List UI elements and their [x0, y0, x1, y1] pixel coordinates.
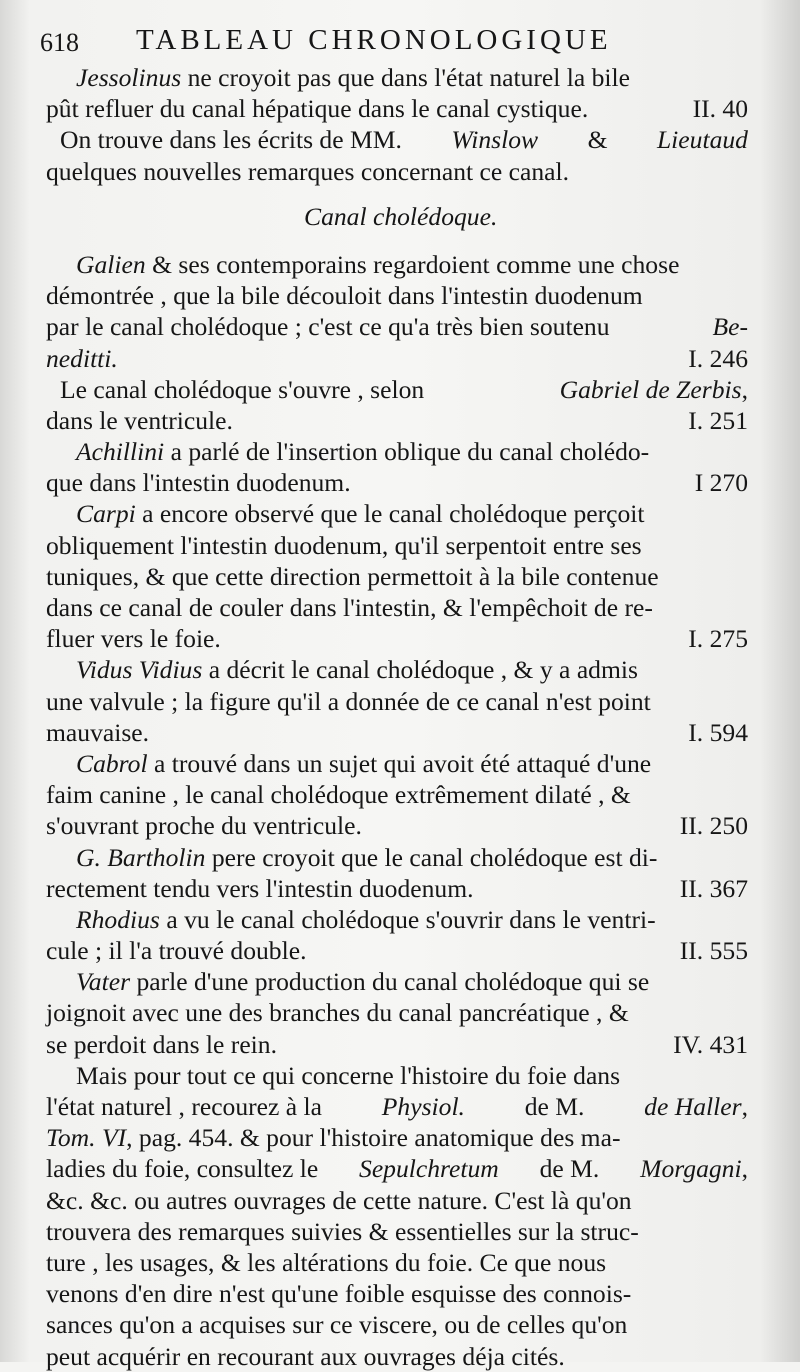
- text-line: joignoit avec une des branches du canal pancréatique , &: [46, 998, 629, 1028]
- reference: I 270: [694, 468, 748, 498]
- text-line: On trouve dans les écrits de MM. Winslow & Lieutaud: [60, 125, 748, 155]
- text-line: Cabrol a trouvé dans un sujet qui avoit été attaqué d'une: [76, 748, 652, 778]
- text-line: ladies du foie, consultez le Sepulchretum de M. Morgagni,: [46, 1154, 748, 1184]
- text-line: Vidus Vidius a décrit le canal cholédoque , & y a admis: [76, 655, 638, 685]
- book-title: Sepulchretum: [359, 1154, 499, 1184]
- text-line: dans ce canal de couler dans l'intestin, & l'empêchoit de re-: [46, 593, 653, 622]
- text-line: une valvule ; la figure qu'il a donnée de ce canal n'est point: [46, 686, 651, 716]
- author-name: Gabriel de Zerbis: [559, 374, 742, 404]
- reference: II. 367: [679, 873, 748, 903]
- author-name: Lieutaud: [656, 125, 748, 155]
- reference: I. 275: [688, 624, 748, 654]
- text-line: venons d'en dire n'est qu'une foible esquisse des connois-: [46, 1279, 632, 1309]
- running-title: TABLEAU CHRONOLOGIQUE: [136, 24, 612, 56]
- text-line: l'état naturel , recourez à la Physiol. de M. de Haller,: [46, 1092, 748, 1121]
- text-line: Galien & ses contemporains regardoient comme une chose: [76, 249, 680, 279]
- text-line: [46, 343, 748, 374]
- text-line: Carpi a encore observé que le canal cholédoque perçoit: [76, 499, 645, 529]
- reference: IV. 431: [673, 1029, 748, 1059]
- text-line: dans le ventricule. I. 251: [46, 405, 748, 435]
- reference: I. 594: [688, 717, 748, 747]
- text-line: Le canal cholédoque s'ouvre , selon Gabriel de Zerbis,: [60, 374, 748, 404]
- text-line: Mais pour tout ce qui concerne l'histoire du foie dans: [76, 1060, 621, 1090]
- text-line: &c. &c. ou autres ouvrages de cette nature. C'est là qu'on: [46, 1185, 632, 1215]
- text-line: que dans l'intestin duodenum. I 270: [46, 468, 748, 498]
- reference: II. 250: [679, 811, 748, 841]
- reference: I. 251: [688, 405, 748, 435]
- author-name: Cabrol: [76, 748, 148, 778]
- author-name: Morgagni: [640, 1154, 742, 1184]
- text-line: obliquement l'intestin duodenum, qu'il serpentoit entre ses: [46, 530, 642, 560]
- volume-reference: Tom. VI: [46, 1123, 127, 1153]
- page-number: 618: [40, 28, 79, 57]
- author-name: Winslow: [451, 125, 539, 155]
- text-line: quelques nouvelles remarques concernant ce canal.: [46, 156, 570, 186]
- text-line: ture , les usages, & les altérations du foie. Ce que nous: [46, 1247, 607, 1277]
- text-line: G. Bartholin pere croyoit que le canal cholédoque est di-: [76, 842, 658, 872]
- text-line: fluer vers le foie. I. 275: [46, 624, 748, 654]
- text-line: faim canine , le canal cholédoque extrêmement dilaté , &: [46, 780, 631, 810]
- text-line: sances qu'on a acquises sur ce viscere, ou de celles qu'on: [46, 1310, 628, 1340]
- author-name: Achillini: [76, 437, 165, 467]
- text-line: tuniques, & que cette direction permettoit à la bile contenue: [46, 561, 659, 591]
- author-name: G. Bartholin: [76, 842, 206, 872]
- text-line: démontrée , que la bile découloit dans l'intestin duodenum: [46, 281, 643, 311]
- author-name: Vater: [76, 967, 131, 997]
- author-name: Carpi: [76, 499, 136, 529]
- author-name: Vidus Vidius: [76, 655, 203, 685]
- page-body: [46, 62, 748, 1372]
- text-line: pût refluer du canal hépatique dans le canal cystique. II. 40: [46, 94, 748, 124]
- text-line: se perdoit dans le rein. IV. 431: [46, 1029, 748, 1059]
- reference: II. 555: [679, 936, 748, 966]
- text-line: s'ouvrant proche du ventricule. II. 250: [46, 811, 748, 841]
- author-name: neditti.: [46, 343, 118, 373]
- author-name: de Haller: [644, 1092, 742, 1121]
- page-header: [40, 24, 740, 64]
- text-line: peut acquérir en recourant aux ouvrages déja cités.: [46, 1341, 565, 1371]
- text-line: cule ; il l'a trouvé double. II. 555: [46, 936, 748, 966]
- reference: I. 246: [688, 343, 748, 373]
- text-line: Rhodius a vu le canal cholédoque s'ouvrir dans le ventri-: [76, 904, 656, 934]
- author-name: Rhodius: [76, 904, 160, 934]
- reference: II. 40: [692, 94, 748, 124]
- book-title: Physiol.: [381, 1092, 465, 1121]
- text-line: Achillini a parlé de l'insertion oblique du canal cholédo-: [76, 437, 650, 467]
- text-line: trouvera des remarques suivies & essentielles sur la struc-: [46, 1216, 639, 1246]
- author-name: Jessolinus: [76, 63, 182, 92]
- text-line: rectement tendu vers l'intestin duodenum. II. 367: [46, 873, 748, 903]
- author-name: Be-: [712, 312, 748, 342]
- text-line: Tom. VI, pag. 454. & pour l'histoire anatomique des ma-: [46, 1123, 621, 1153]
- author-name: Galien: [76, 249, 146, 279]
- text-line: Jessolinus ne croyoit pas que dans l'état naturel la bile: [76, 63, 631, 92]
- text-line: Vater parle d'une production du canal cholédoque qui se: [76, 967, 650, 997]
- section-title: Canal cholédoque.: [304, 201, 498, 231]
- text-line: mauvaise. I. 594: [46, 717, 748, 747]
- text-line: par le canal cholédoque ; c'est ce qu'a très bien soutenu Be-: [46, 312, 748, 342]
